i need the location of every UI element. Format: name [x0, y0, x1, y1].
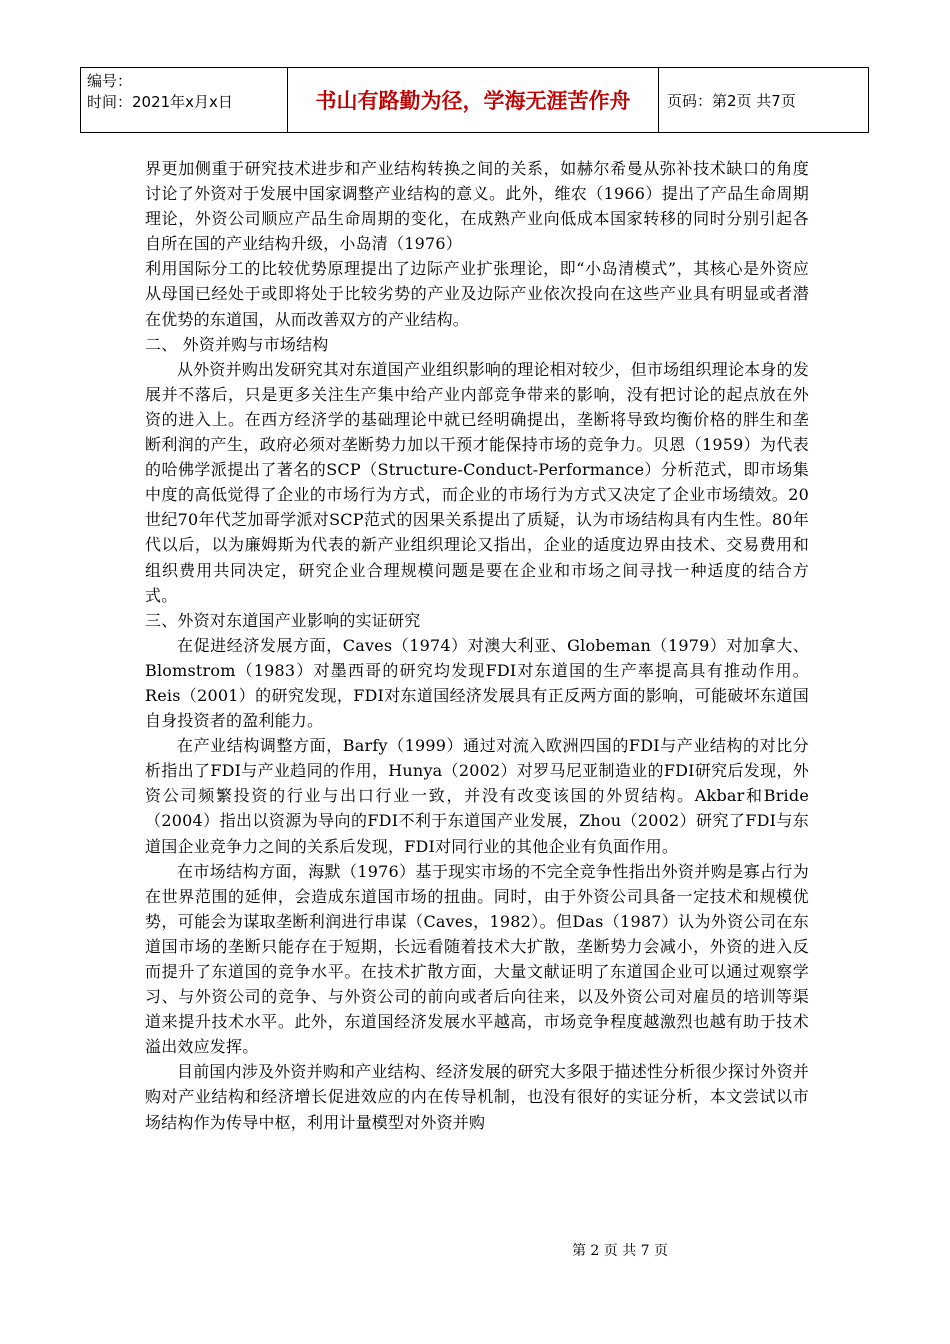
paragraph-5: 在产业结构调整方面，Barfy（1999）通过对流入欧洲四国的FDI与产业结构的对比分析指出了FDI与产业趋同的作用，Hunya（2002）对罗马尼亚制造业的FDI研究后发现，外资公司频繁投资的行业与出口行业一致，并没有改变该国的外贸结构。Akbar和Bride（2004）指出以资源为导向的FDI不利于东道国产业发展，Zhou（2002）研究了FDI与东道国企业竞争力之间的关系后发现，FDI对同行业的其他企业有负面作用。	[145, 736, 809, 856]
header-time-label: 时间：2021年x月x日	[87, 93, 233, 111]
page-header	[80, 67, 869, 133]
header-meta	[81, 68, 288, 133]
paragraph-6: 在市场结构方面，海默（1976）基于现实市场的不完全竞争性指出外资并购是寡占行为在世界范围的延伸，会造成东道国市场的扭曲。同时，由于外资公司具备一定技术和规模优势，可能会为谋取垄断利润进行串谋（Caves，1982）。但Das（1987）认为外资公司在东道国市场的垄断只能存在于短期，长远看随着技术大扩散，垄断势力会减小，外资的进入反而提升了东道国的竞争水平。在技术扩散方面，大量文献证明了东道国企业可以通过观察学习、与外资公司的竞争、与外资公司的前向或者后向往来，以及外资公司对雇员的培训等渠道来提升技术水平。此外，东道国经济发展水平越高，市场竞争程度越激烈也越有助于技术溢出效应发挥。	[145, 861, 809, 1057]
paragraph-7: 目前国内涉及外资并购和产业结构、经济发展的研究大多限于描述性分析很少探讨外资并购对产业结构和经济增长促进效应的内在传导机制，也没有很好的实证分析，本文尝试以市场结构作为传导中枢，利用计量模型对外资并购	[145, 1062, 809, 1132]
paragraph-4: 在促进经济发展方面，Caves（1974）对澳大利亚、Globeman（1979）对加拿大、Blomstrom（1983）对墨西哥的研究均发现FDI对东道国的生产率提高具有推动作用。Reis（2001）的研究发现，FDI对东道国经济发展具有正反两方面的影响，可能破坏东道国自身投资者的盈利能力。	[145, 635, 809, 731]
paragraph-1: 界更加侧重于研究技术进步和产业结构转换之间的关系，如赫尔希曼从弥补技术缺口的角度讨论了外资对于发展中国家调整产业结构的意义。此外，维农（1966）提出了产品生命周期理论，外资公司顺应产品生命周期的变化，在成熟产业向低成本国家转移的同时分别引起各自所在国的产业结构升级，小岛清（1976）	[145, 159, 809, 254]
page-footer: 第 2 页 共 7 页	[571, 1243, 669, 1259]
header-number-label: 编号：	[87, 72, 133, 90]
header-motto: 书山有路勤为径，学海无涯苦作舟	[288, 68, 659, 133]
section-heading-3: 三、外资对东道国产业影响的实证研究	[145, 610, 421, 630]
section-heading-2: 二、 外资并购与市场结构	[145, 334, 329, 354]
document-body	[145, 156, 809, 1135]
header-page-label: 页码：第2页 共7页	[659, 68, 869, 133]
paragraph-2: 利用国际分工的比较优势原理提出了边际产业扩张理论，即“小岛清模式”，其核心是外资应从母国已经处于或即将处于比较劣势的产业及边际产业依次投向在这些产业具有明显或者潜在优势的东道国，从而改善双方的产业结构。	[145, 259, 809, 329]
paragraph-3: 从外资并购出发研究其对东道国产业组织影响的理论相对较少，但市场组织理论本身的发展并不落后，只是更多关注生产集中给产业内部竞争带来的影响，没有把讨论的起点放在外资的进入上。在西方经济学的基础理论中就已经明确提出，垄断将导致均衡价格的胖生和垄断利润的产生，政府必须对垄断势力加以干预才能保持市场的竞争力。贝恩（1959）为代表的哈佛学派提出了著名的SCP（Structure-Conduct-Performance）分析范式，即市场集中度的高低觉得了企业的市场行为方式，而企业的市场行为方式又决定了企业市场绩效。20世纪70年代芝加哥学派对SCP范式的因果关系提出了质疑，认为市场结构具有内生性。80年代以后，以为廉姆斯为代表的新产业组织理论又指出，企业的适度边界由技术、交易费用和组织费用共同决定，研究企业合理规模问题是要在企业和市场之间寻找一种适度的结合方式。	[145, 359, 809, 605]
